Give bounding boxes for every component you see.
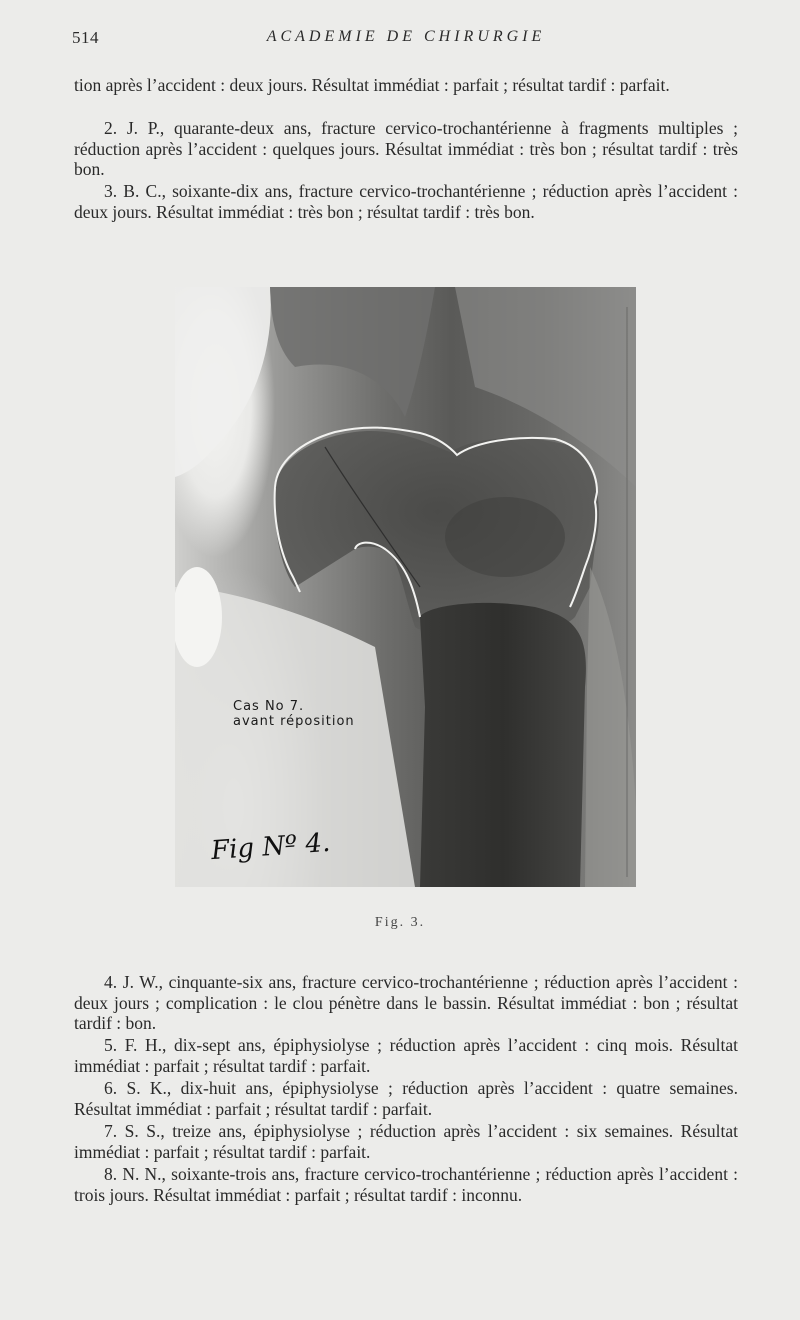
paragraph-case-4: 4. J. W., cinquante-six ans, fracture cervico-trochantérienne ; réduction après l’accident : deux jours ; complication : le clou pénètre dans le bassin. Résultat immédiat : bon ; résultat tardif : bon. [74,972,738,1033]
page-header [72,28,740,52]
xray-figure [175,287,636,887]
page-number: 514 [72,28,99,47]
paragraph-case-6: 6. S. K., dix-huit ans, épiphysiolyse ; réduction après l’accident : quatre semaines. Résultat immédiat : parfait ; résultat tardif : parfait. [74,1078,738,1119]
xray-label-line2: avant réposition [233,714,355,729]
xray-drawing [175,287,636,887]
xray-label [233,699,355,729]
figure-caption: Fig. 3. [374,915,426,930]
paragraph-case-2: 2. J. P., quarante-deux ans, fracture cervico-trochantérienne à fragments multiples ; réduction après l’accident : quelques jours. Résultat immédiat : très bon ; résultat tardif : très bon. [74,118,738,179]
paragraph-case-5: 5. F. H., dix-sept ans, épiphysiolyse ; réduction après l’accident : cinq mois. Résultat immédiat : parfait ; résultat tardif : parfait. [74,1035,738,1076]
paragraph-case-1-end: tion après l’accident : deux jours. Résultat immédiat : parfait ; résultat tardif : parfait. [74,75,670,95]
xray-label-line1: Cas No 7. [233,699,305,714]
paragraph-case-3: 3. B. C., soixante-dix ans, fracture cervico-trochantérienne ; réduction après l’accident : deux jours. Résultat immédiat : très bon ; résultat tardif : très bon. [74,181,738,222]
paragraph-case-8: 8. N. N., soixante-trois ans, fracture cervico-trochantérienne ; réduction après l’accident : trois jours. Résultat immédiat : parfait ; résultat tardif : inconnu. [74,1164,738,1205]
running-title: ACADEMIE DE CHIRURGIE [266,28,546,45]
paragraph-case-7: 7. S. S., treize ans, épiphysiolyse ; réduction après l’accident : six semaines. Résultat immédiat : parfait ; résultat tardif : parfait. [74,1121,738,1162]
handwritten-figure-label: Fig Nº 4. [210,827,332,867]
